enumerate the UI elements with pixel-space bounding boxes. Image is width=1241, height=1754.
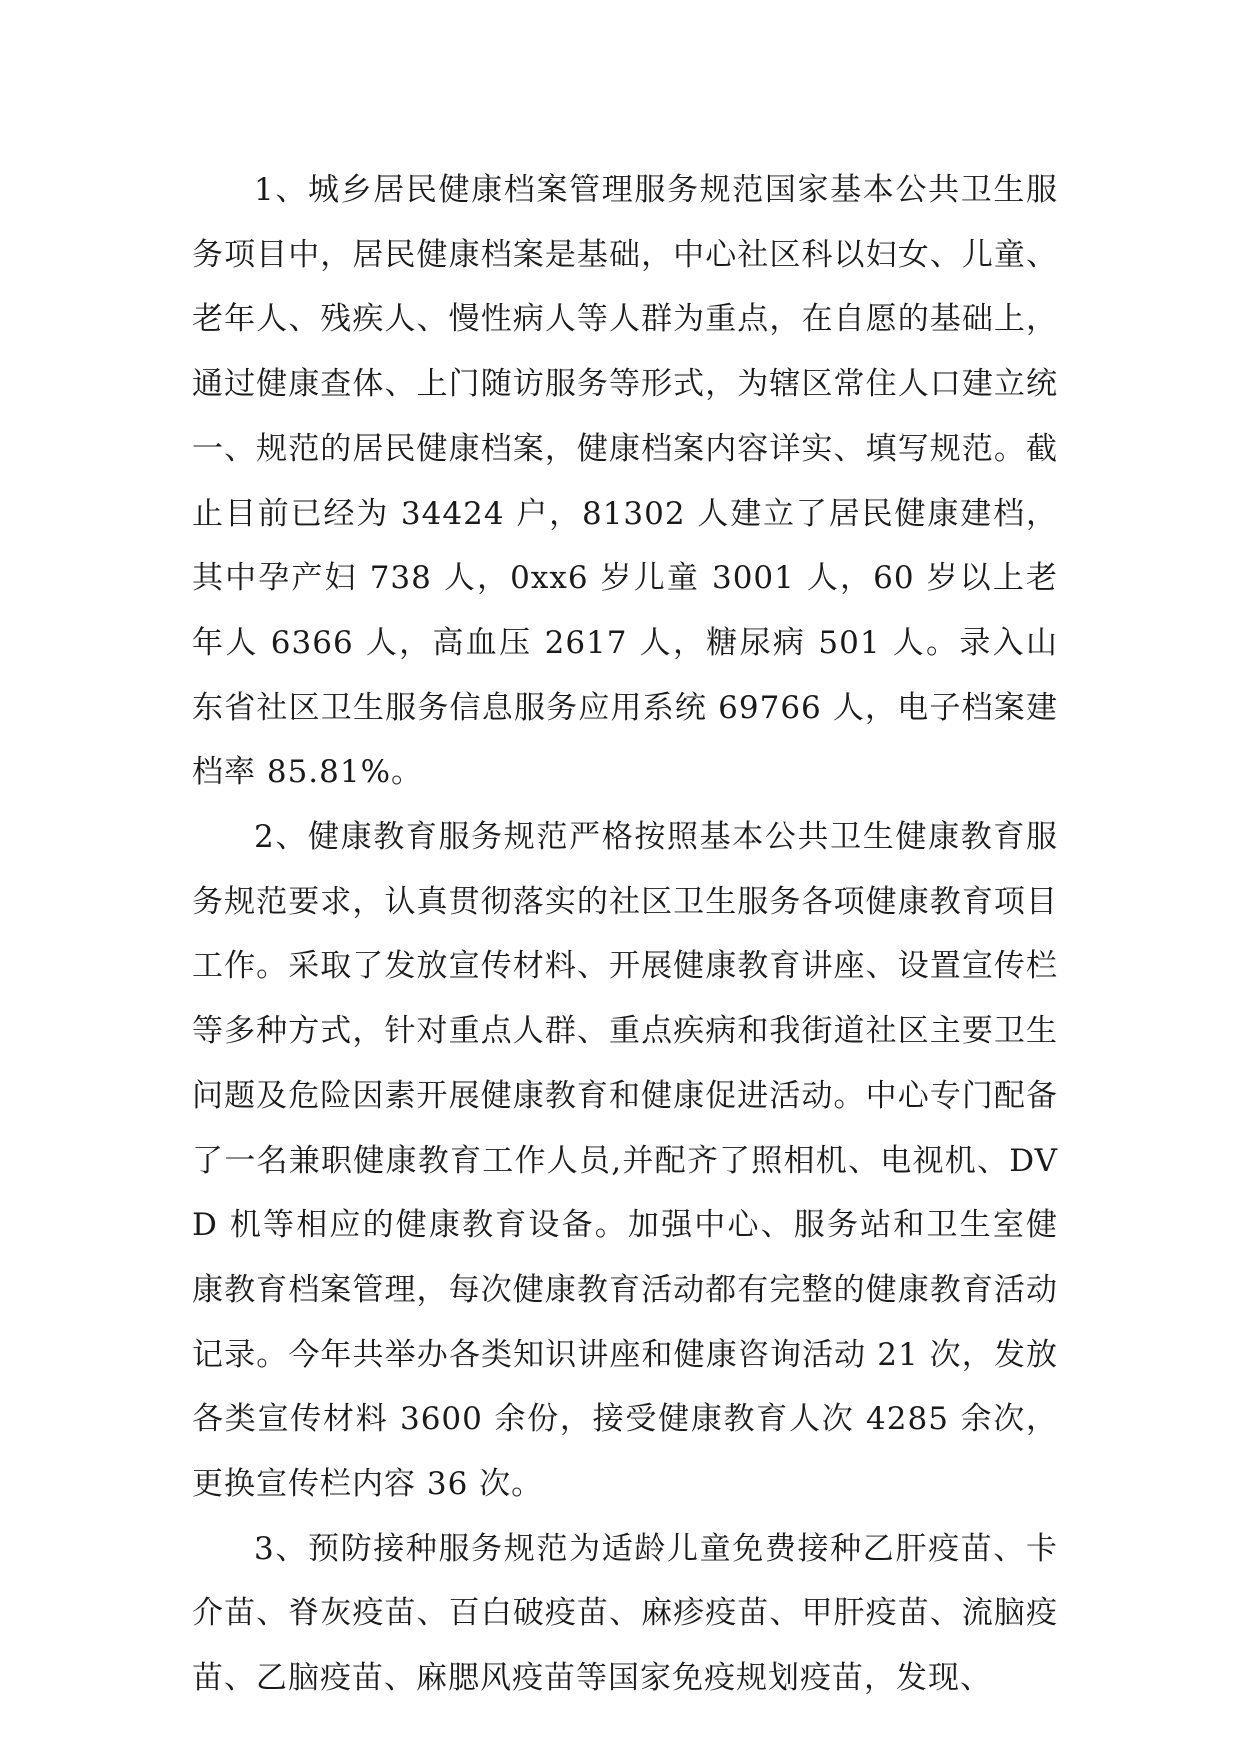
paragraph-vaccination: 3、预防接种服务规范为适龄儿童免费接种乙肝疫苗、卡介苗、脊灰疫苗、百白破疫苗、麻疹疫苗、甲肝疫苗、流脑疫苗、乙脑疫苗、麻腮风疫苗等国家免疫规划疫苗，发现、 [192, 1530, 1058, 1697]
paragraph-health-records: 1、城乡居民健康档案管理服务规范国家基本公共卫生服务项目中，居民健康档案是基础，中心社区科以妇女、儿童、老年人、残疾人、慢性病人等人群为重点，在自愿的基础上，通过健康查体、上门随访服务等形式，为辖区常住人口建立统一、规范的居民健康档案，健康档案内容详实、填写规范。截止目前已经为 34424 户，81302 人建立了居民健康建档，其中孕产妇 738 人，0xx6 岁儿童 3001 人，60 岁以上老年人 6366 人，高血压 2617 人，糖尿病 501 人。录入山东省社区卫生服务信息服务应用系统 69766 人，电子档案建档率 85.81%。 [192, 172, 1058, 791]
document-body [192, 158, 1058, 1711]
paragraph-health-education: 2、健康教育服务规范严格按照基本公共卫生健康教育服务规范要求，认真贯彻落实的社区卫生服务各项健康教育项目工作。采取了发放宣传材料、开展健康教育讲座、设置宣传栏等多种方式，针对重点人群、重点疾病和我街道社区主要卫生问题及危险因素开展健康教育和健康促进活动。中心专门配备了一名兼职健康教育工作人员,并配齐了照相机、电视机、DVD 机等相应的健康教育设备。加强中心、服务站和卫生室健康教育档案管理，每次健康教育活动都有完整的健康教育活动记录。今年共举办各类知识讲座和健康咨询活动 21 次，发放各类宣传材料 3600 余份，接受健康教育人次 4285 余次，更换宣传栏内容 36 次。 [192, 819, 1058, 1503]
